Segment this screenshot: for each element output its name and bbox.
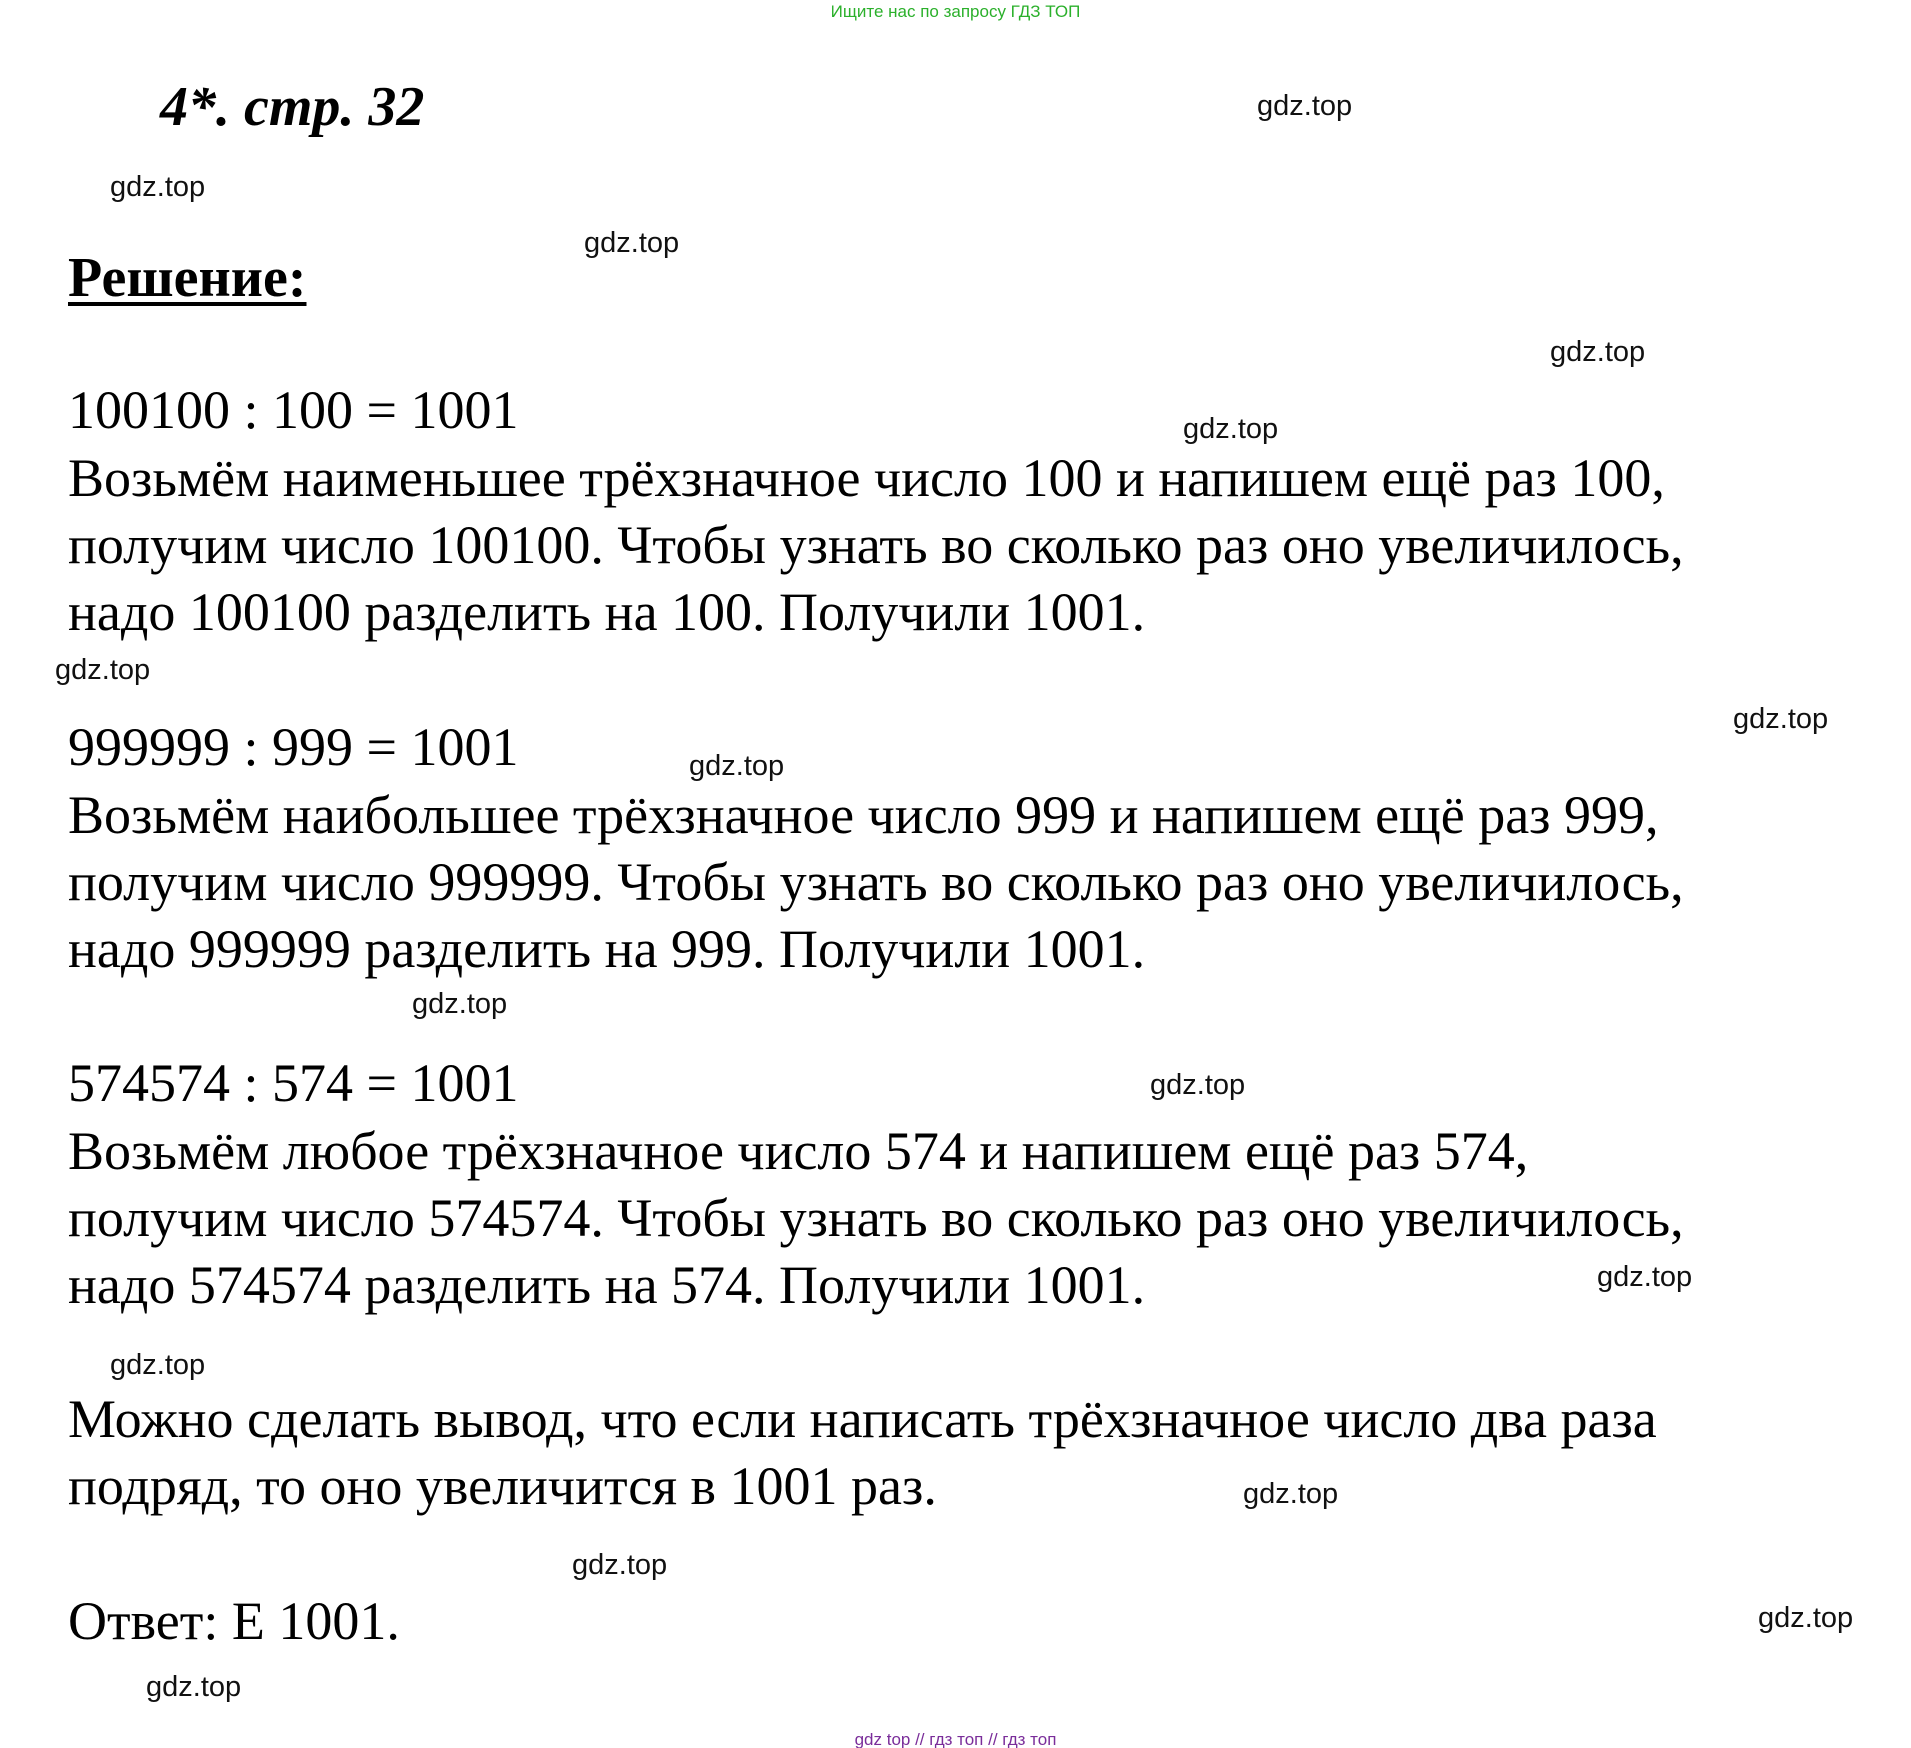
watermark: gdz.top xyxy=(1257,90,1353,122)
block-3-line-3: надо 574574 разделить на 574. Получили 1001. xyxy=(68,1255,1146,1315)
watermark: gdz.top xyxy=(1150,1069,1246,1101)
answer: Ответ: Е 1001. xyxy=(68,1591,400,1651)
top-banner[interactable]: Ищите нас по запросу ГДЗ ТОП xyxy=(830,2,1081,21)
watermark: gdz.top xyxy=(146,1671,242,1703)
watermark: gdz.top xyxy=(110,1349,206,1381)
exercise-heading: 4*. стр. 32 xyxy=(160,76,425,138)
watermark: gdz.top xyxy=(1183,413,1279,445)
block-3-line-2: получим число 574574. Чтобы узнать во сколько раз оно увеличилось, xyxy=(68,1188,1684,1248)
equation-1: 100100 : 100 = 1001 xyxy=(68,380,519,440)
watermark: gdz.top xyxy=(110,171,206,203)
block-2-line-3: надо 999999 разделить на 999. Получили 1001. xyxy=(68,919,1146,979)
footer-links[interactable]: gdz top // гдз топ // гдз топ xyxy=(854,1730,1057,1748)
conclusion-line-1: Можно сделать вывод, что если написать трёхзначное число два раза xyxy=(68,1389,1657,1449)
block-2-line-1: Возьмём наибольшее трёхзначное число 999 и напишем ещё раз 999, xyxy=(68,785,1659,845)
solution-heading: Решение: xyxy=(68,247,307,309)
watermark: gdz.top xyxy=(1758,1602,1854,1634)
watermark: gdz.top xyxy=(584,227,680,259)
block-2-line-2: получим число 999999. Чтобы узнать во сколько раз оно увеличилось, xyxy=(68,852,1684,912)
watermark: gdz.top xyxy=(1733,703,1829,735)
equation-2: 999999 : 999 = 1001 xyxy=(68,717,519,777)
block-1-line-2: получим число 100100. Чтобы узнать во сколько раз оно увеличилось, xyxy=(68,515,1684,575)
block-1-line-3: надо 100100 разделить на 100. Получили 1001. xyxy=(68,582,1146,642)
watermark: gdz.top xyxy=(689,750,785,782)
block-3-line-1: Возьмём любое трёхзначное число 574 и напишем ещё раз 574, xyxy=(68,1121,1529,1181)
watermark: gdz.top xyxy=(572,1549,668,1581)
watermark: gdz.top xyxy=(1550,336,1646,368)
watermark: gdz.top xyxy=(412,988,508,1020)
block-1-line-1: Возьмём наименьшее трёхзначное число 100 и напишем ещё раз 100, xyxy=(68,448,1665,508)
watermark: gdz.top xyxy=(1597,1261,1693,1293)
watermark: gdz.top xyxy=(55,654,151,686)
watermark: gdz.top xyxy=(1243,1478,1339,1510)
equation-3: 574574 : 574 = 1001 xyxy=(68,1053,519,1113)
conclusion-line-2: подряд, то оно увеличится в 1001 раз. xyxy=(68,1456,937,1516)
